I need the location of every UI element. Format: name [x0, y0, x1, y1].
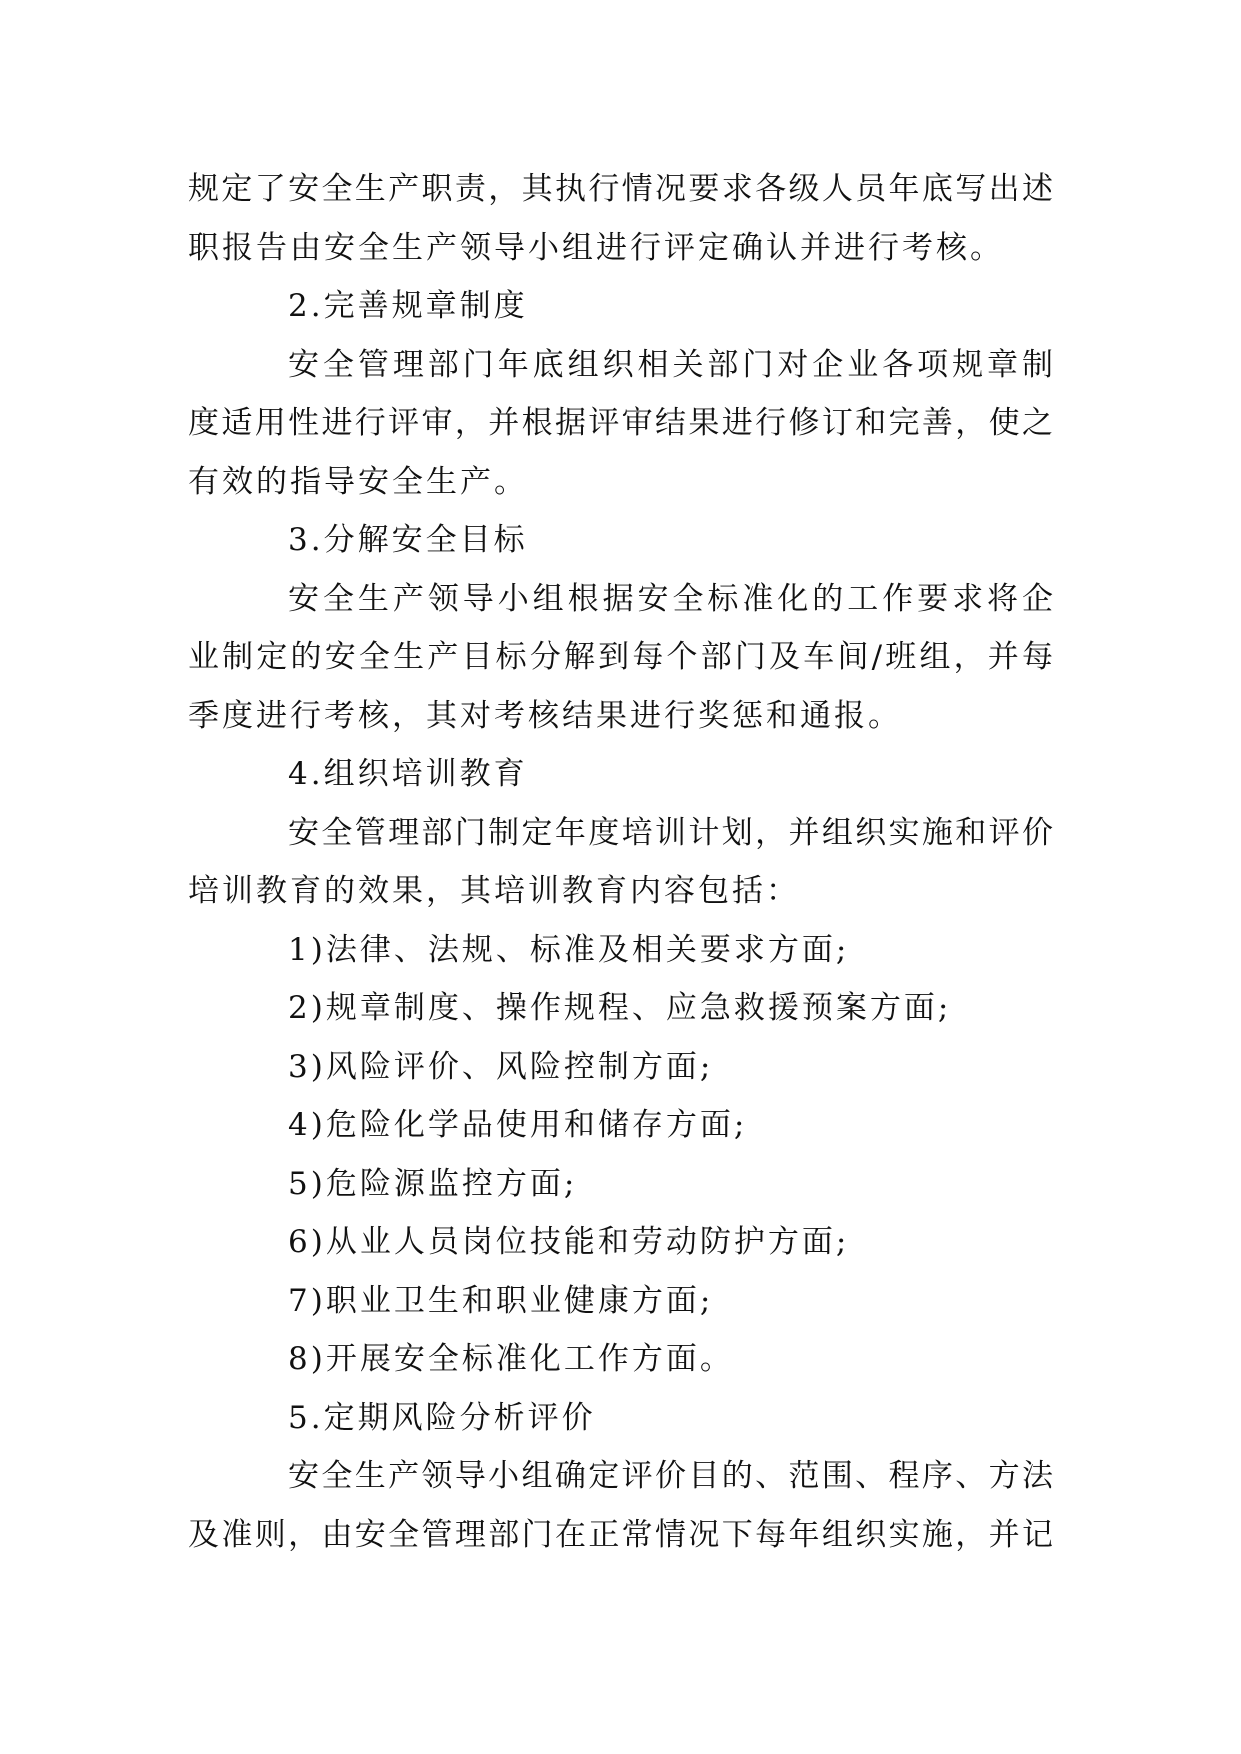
text-line: 培训教育的效果，其培训教育内容包括：: [188, 873, 800, 909]
text-line: 规定了安全生产职责，其执行情况要求各级人员年底写出述: [188, 171, 1053, 207]
text-line: 2.完善规章制度: [288, 288, 528, 324]
text-line: 安全管理部门制定年度培训计划，并组织实施和评价: [288, 814, 1053, 851]
text-line: 4)危险化学品使用和储存方面;: [288, 1107, 748, 1143]
text-line: 5.定期风险分析评价: [288, 1399, 596, 1436]
text-line: 4.组织培训教育: [288, 756, 528, 792]
text-line: 安全管理部门年底组织相关部门对企业各项规章制: [288, 346, 1053, 383]
text-line: 5)危险源监控方面;: [288, 1165, 578, 1202]
text-line: 8)开展安全标准化工作方面。: [288, 1341, 734, 1377]
text-line: 职报告由安全生产领导小组进行评定确认并进行考核。: [188, 229, 1004, 266]
text-line: 7)职业卫生和职业健康方面;: [288, 1282, 714, 1319]
text-line: 6)从业人员岗位技能和劳动防护方面;: [288, 1224, 850, 1260]
text-line: 安全生产领导小组根据安全标准化的工作要求将企: [288, 580, 1053, 617]
text-line: 3.分解安全目标: [288, 522, 528, 558]
text-line: 2)规章制度、操作规程、应急救援预案方面;: [288, 990, 952, 1026]
text-line: 度适用性进行评审，并根据评审结果进行修订和完善，使之: [188, 405, 1053, 441]
text-line: 季度进行考核，其对考核结果进行奖惩和通报。: [188, 697, 902, 734]
text-line: 1)法律、法规、标准及相关要求方面;: [288, 931, 850, 968]
text-line: 3)风险评价、风险控制方面;: [288, 1048, 714, 1085]
document-body: [188, 160, 1053, 1564]
text-line: 及准则，由安全管理部门在正常情况下每年组织实施，并记: [188, 1516, 1053, 1553]
text-line: 有效的指导安全生产。: [188, 463, 528, 500]
text-line: 业制定的安全生产目标分解到每个部门及车间/班组，并每: [188, 639, 1053, 675]
text-line: 安全生产领导小组确定评价目的、范围、程序、方法: [288, 1458, 1053, 1494]
